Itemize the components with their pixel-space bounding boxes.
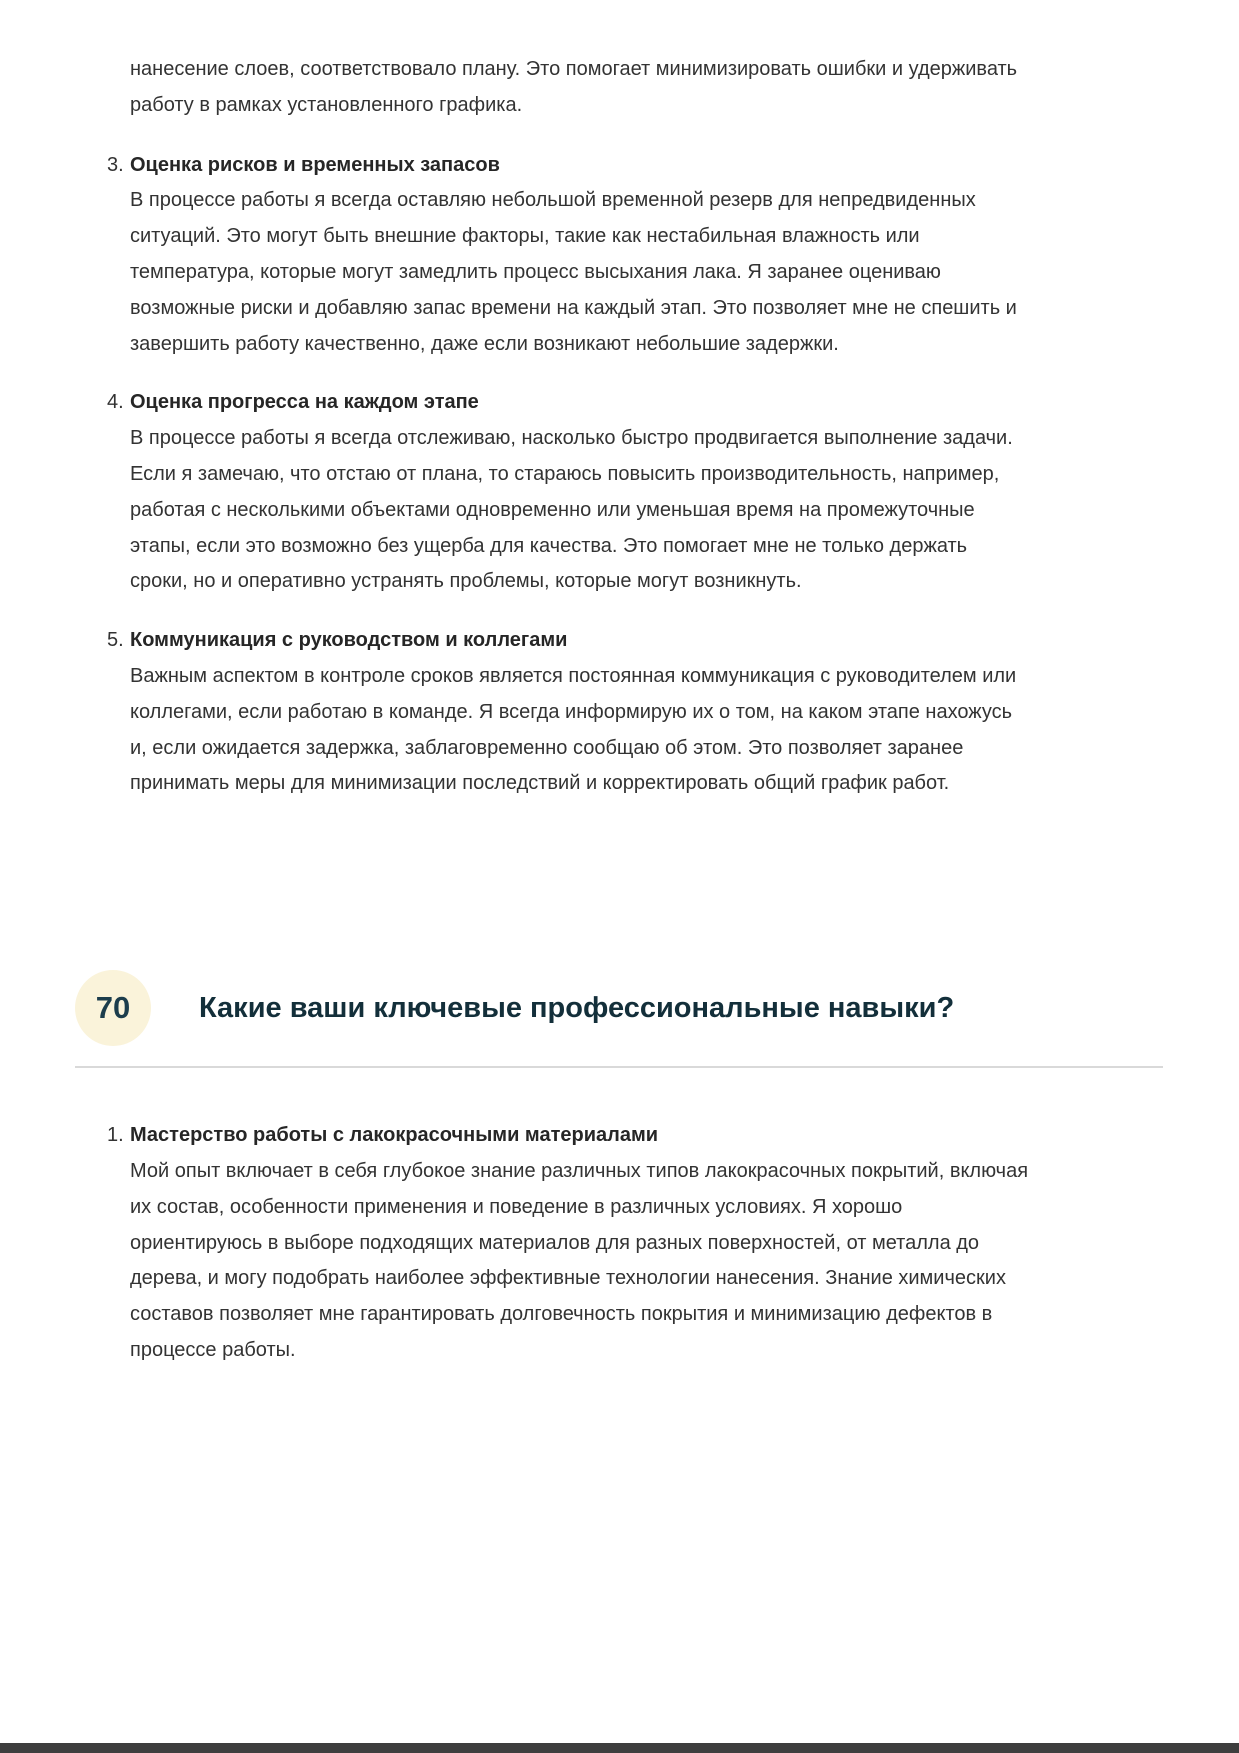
list-item-marker: 3.: [107, 153, 124, 176]
list-item: [75, 148, 1163, 363]
list-item-text: В процессе работы я всегда отслеживаю, насколько быстро продвигается выполнение задачи. Если я замечаю, что отстаю от плана, то стараюсь повысить производительность, например, работая с несколькими объектами одновременно или уменьшая время на промежуточные этапы, если это возможно без ущерба для качества. Это помогает мне не только держать сроки, но и оперативно устранять проблемы, которые могут возникнуть.: [130, 427, 1013, 593]
list-item-title: Оценка прогресса на каждом этапе: [130, 391, 479, 414]
paragraph-continuation: нанесение слоев, соответствовало плану. Это помогает минимизировать ошибки и удерживать работу в рамках установленного графика.: [130, 58, 1018, 116]
list-item-text: Мой опыт включает в себя глубокое знание различных типов лакокрасочных покрытий, включая их состав, особенности применения и поведение в различных условиях. Я хорошо ориентируюсь в выборе подходящих материалов для разных поверхностей, от металла до дерева, и могу подобрать наиболее эффективные технологии нанесения. Знание химических составов позволяет мне гарантировать долговечность покрытия и минимизацию дефектов в процессе работы.: [130, 1159, 1029, 1361]
list-item-text: В процессе работы я всегда оставляю небольшой временной резерв для непредвиденных ситуаций. Это могут быть внешние факторы, такие как нестабильная влажность или температура, которые могут замедлить процесс высыхания лака. Я заранее оцениваю возможные риски и добавляю запас времени на каждый этап. Это позволяет мне не спешить и завершить работу качественно, даже если возникают небольшие задержки.: [130, 189, 1017, 355]
list-item-marker: 5.: [107, 629, 124, 652]
list-item-marker: 1.: [107, 1124, 124, 1147]
question-number: 70: [95, 990, 131, 1026]
question-header: [75, 970, 1163, 1068]
section-divider: [75, 1066, 1163, 1068]
numbered-list-bottom: [75, 1118, 1163, 1369]
list-item: [75, 385, 1163, 600]
question-row: [75, 970, 1163, 1046]
list-item-content: [130, 1118, 1030, 1369]
list-item-title: Коммуникация с руководством и коллегами: [130, 629, 568, 652]
bottom-page-edge: [0, 1743, 1239, 1753]
list-item: [75, 1118, 1163, 1369]
list-item-marker: 4.: [107, 391, 124, 414]
list-item-title: Оценка рисков и временных запасов: [130, 153, 500, 176]
numbered-list-top: [75, 148, 1163, 803]
list-item-content: [130, 148, 1030, 363]
question-number-badge: [75, 970, 151, 1046]
list-item: [75, 623, 1163, 802]
list-item-content: [130, 385, 1030, 600]
list-item-text: Важным аспектом в контроле сроков является постоянная коммуникация с руководителем или коллегами, если работаю в команде. Я всегда информирую их о том, на каком этапе нахожусь и, если ожидается задержка, заблаговременно сообщаю об этом. Это позволяет заранее принимать меры для минимизации последствий и корректировать общий график работ.: [130, 664, 1017, 795]
list-item-title: Мастерство работы с лакокрасочными материалами: [130, 1124, 659, 1147]
question-title: Какие ваши ключевые профессиональные навыки?: [199, 992, 955, 1025]
list-item-content: [130, 623, 1030, 802]
